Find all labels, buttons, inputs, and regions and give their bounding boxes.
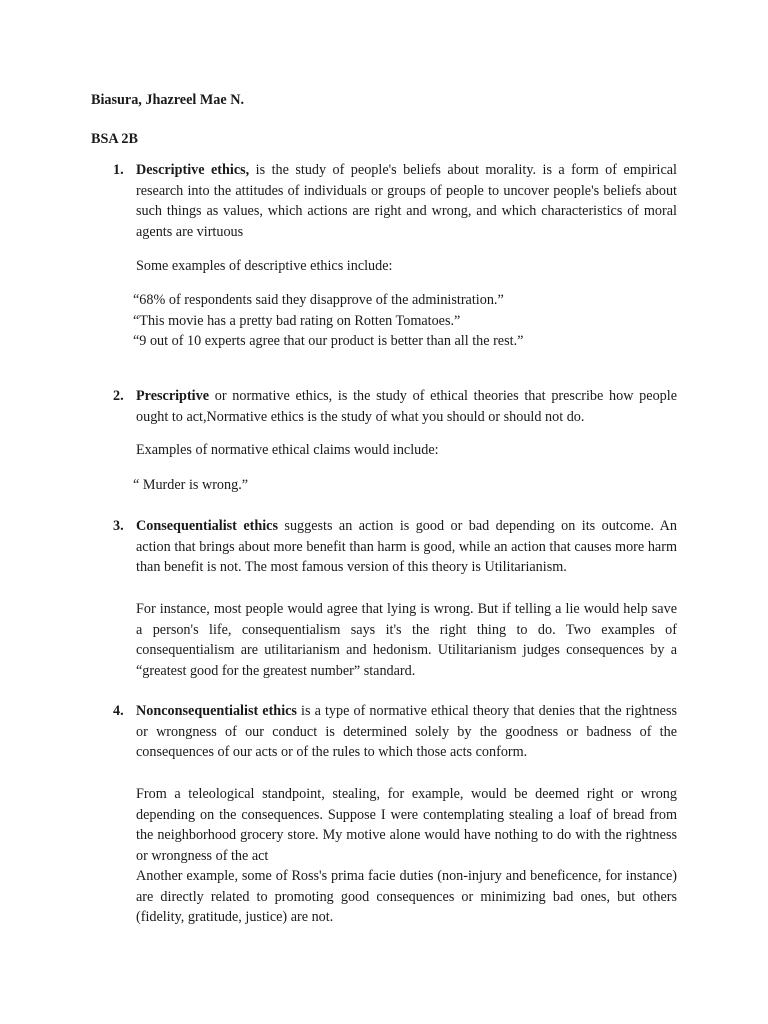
list-number: 1. [113, 162, 124, 178]
list-number: 2. [113, 388, 124, 404]
item-term: Descriptive ethics, [136, 162, 250, 178]
example-quote: “ Murder is wrong.” [133, 477, 249, 493]
item-definition-text: is the study of people's beliefs about morality. is a form of empirical research into the attitudes of individuals or groups of people to uncover people's beliefs about such things as values, which actions are right and wrong, and which characteristics of moral agents are virtuous [136, 162, 678, 240]
item-term: Prescriptive [136, 388, 210, 404]
item-definition [136, 386, 677, 427]
list-number: 4. [113, 703, 124, 719]
example-quote: “68% of respondents said they disapprove of the administration.” [133, 292, 504, 308]
item-definition-text: or normative ethics, is the study of ethical theories that prescribe how people ought to act,Normative ethics is the study of what you should or should not do. [136, 388, 678, 425]
examples-list [133, 290, 523, 352]
item-definition-text: suggests an action is good or bad depending on its outcome. An action that brings about more benefit than harm is good, while an action that causes more harm than benefit is not. The most famous version of this theory is Utilitarianism. [136, 518, 677, 576]
item-term: Consequentialist ethics [136, 518, 278, 534]
examples-intro: Some examples of descriptive ethics include: [136, 258, 393, 274]
item-definition [136, 160, 677, 242]
example-quote: “This movie has a pretty bad rating on Rotten Tomatoes.” [133, 312, 461, 329]
item-definition-text: is a type of normative ethical theory that denies that the rightness or wrongness of our conduct is determined solely by the goodness or badness of the consequences of our acts or of the rules to which those acts conform. [136, 703, 677, 761]
class-section: BSA 2B [91, 131, 138, 147]
example-quote: “9 out of 10 experts agree that our product is better than all the rest.” [133, 333, 524, 350]
list-number: 3. [113, 518, 124, 534]
item-term: Nonconsequentialist ethics [136, 703, 297, 719]
item-definition [136, 516, 677, 578]
item-paragraph: From a teleological standpoint, stealing, for example, would be deemed right or wrong depending on the consequences. Suppose I were contemplating stealing a loaf of bread from the neighborhood grocery store. My motive alone would have nothing to do with the rightness or wrongness of the act [136, 786, 677, 864]
item-definition [136, 701, 677, 763]
item-paragraph: Another example, some of Ross's prima facie duties (non-injury and beneficence, for instance) are directly related to promoting good consequences or minimizing bad ones, but others (fidelity, gratitude, justice) are not. [136, 868, 677, 926]
examples-intro: Examples of normative ethical claims would include: [136, 442, 439, 458]
author-name: Biasura, Jhazreel Mae N. [91, 92, 245, 108]
item-paragraph: For instance, most people would agree that lying is wrong. But if telling a lie would help save a person's life, consequentialism says it's the right thing to do. Two examples of consequentialism are utilitarianism and hedonism. Utilitarianism judges consequences by a “greatest good for the greatest number” standard. [136, 601, 677, 679]
